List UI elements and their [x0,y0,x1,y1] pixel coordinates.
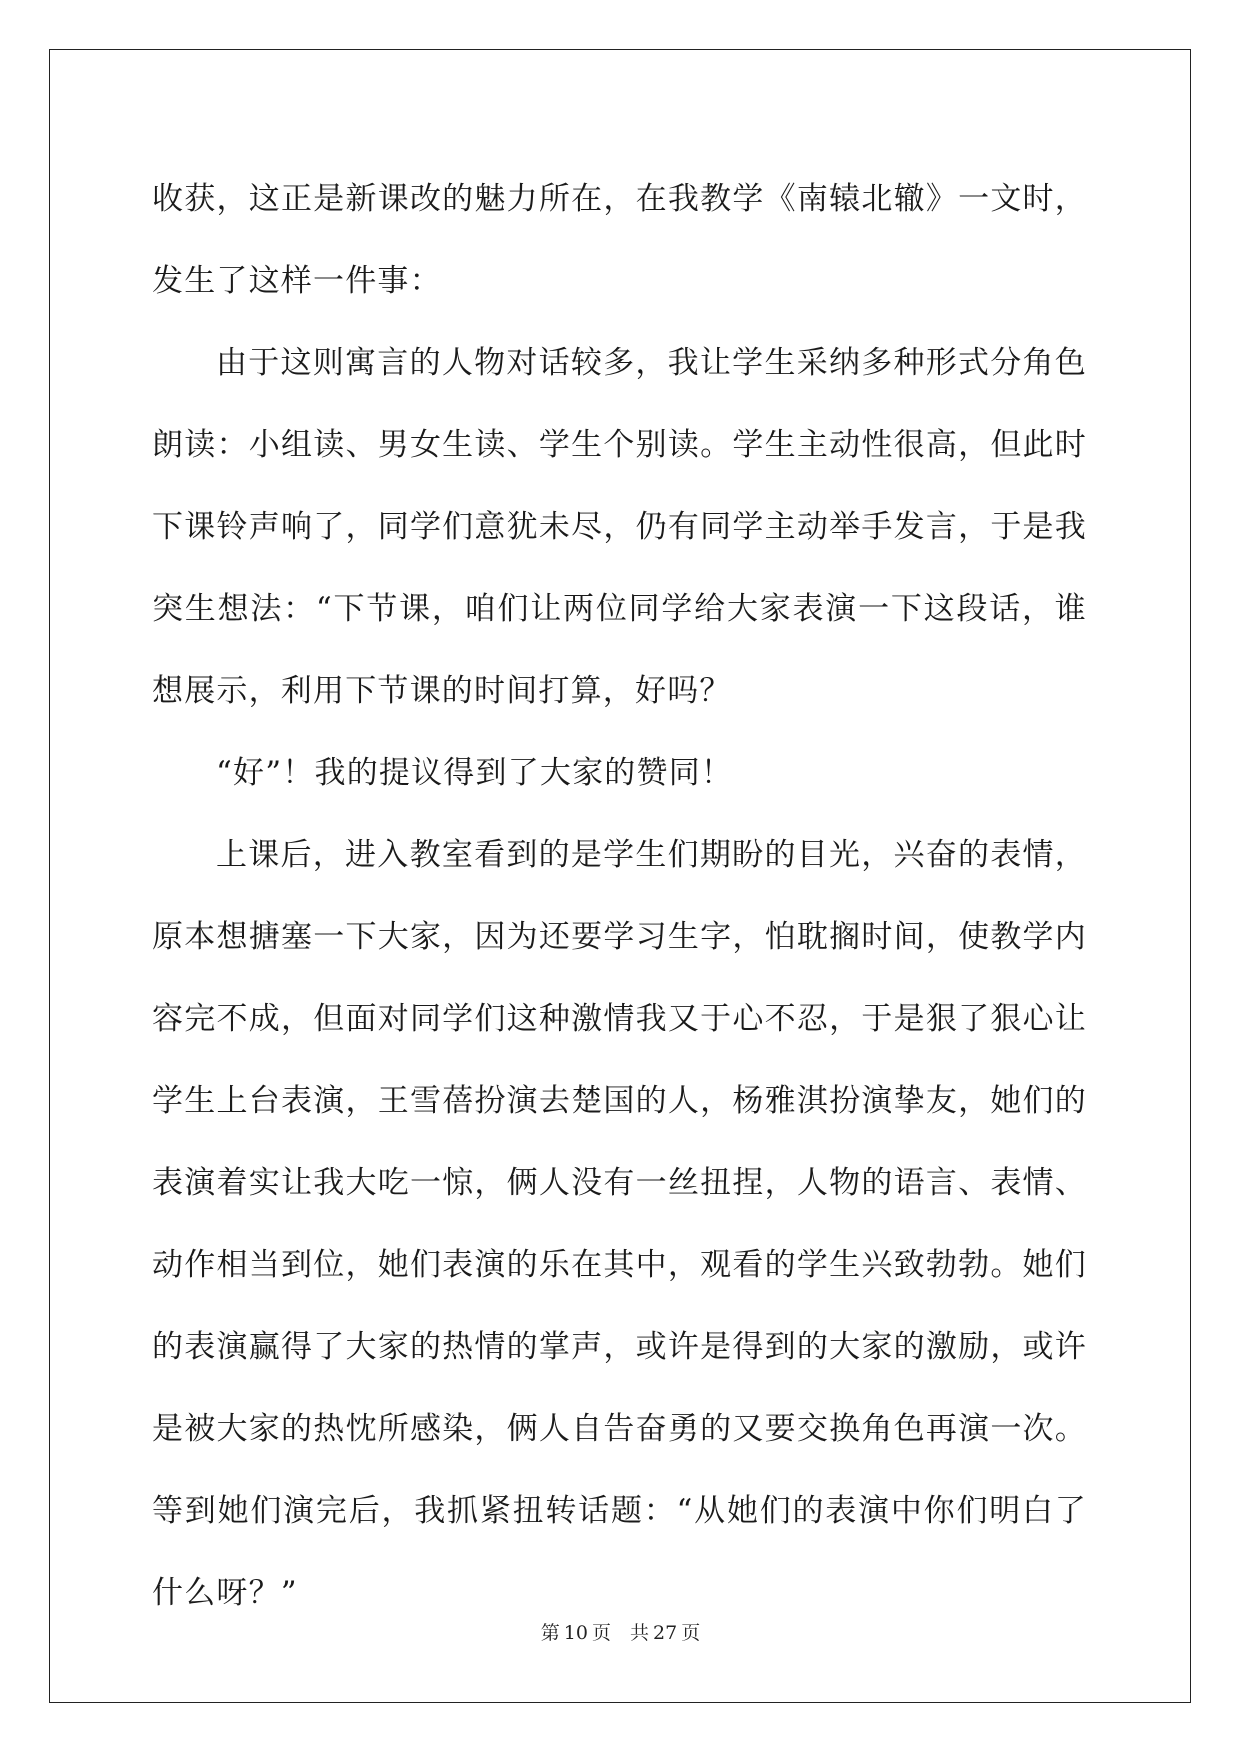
total-page-number: 27 [653,1622,678,1644]
document-body [152,158,1087,1634]
paragraph-3: “好”！我的提议得到了大家的赞同！ [216,755,734,791]
paragraph-2: 由于这则寓言的人物对话较多，我让学生采纳多种形式分角色朗读：小组读、男女生读、学生个别读。学生主动性很高，但此时下课铃声响了，同学们意犹未尽，仍有同学主动举手发言，于是我突生想法：“下节课，咱们让两位同学给大家表演一下这段话，谁想展示，利用下节课的时间打算，好吗？ [152,345,1087,709]
footer-label-pre: 第 [540,1622,560,1644]
page-footer [0,1618,1241,1645]
current-page-number: 10 [563,1622,588,1644]
paragraph-4: 上课后，进入教室看到的是学生们期盼的目光，兴奋的表情，原本想搪塞一下大家，因为还要学习生字，怕耽搁时间，使教学内容完不成，但面对同学们这种激情我又于心不忍，于是狠了狠心让学生上台表演，王雪蓓扮演去楚国的人，杨雅淇扮演挚友，她们的表演着实让我大吃一惊，俩人没有一丝扭捏，人物的语言、表情、动作相当到位，她们表演的乐在其中，观看的学生兴致勃勃。她们的表演赢得了大家的热情的掌声，或许是得到的大家的激励，或许是被大家的热忱所感染，俩人自告奋勇的又要交换角色再演一次。等到她们演完后，我抓紧扭转话题：“从她们的表演中你们明白了什么呀？” [152,837,1087,1611]
footer-label-mid: 页 共 [591,1622,649,1644]
paragraph-1: 收获，这正是新课改的魅力所在，在我教学《南辕北辙》一文时，发生了这样一件事： [152,181,1087,299]
footer-label-post: 页 [681,1622,701,1644]
